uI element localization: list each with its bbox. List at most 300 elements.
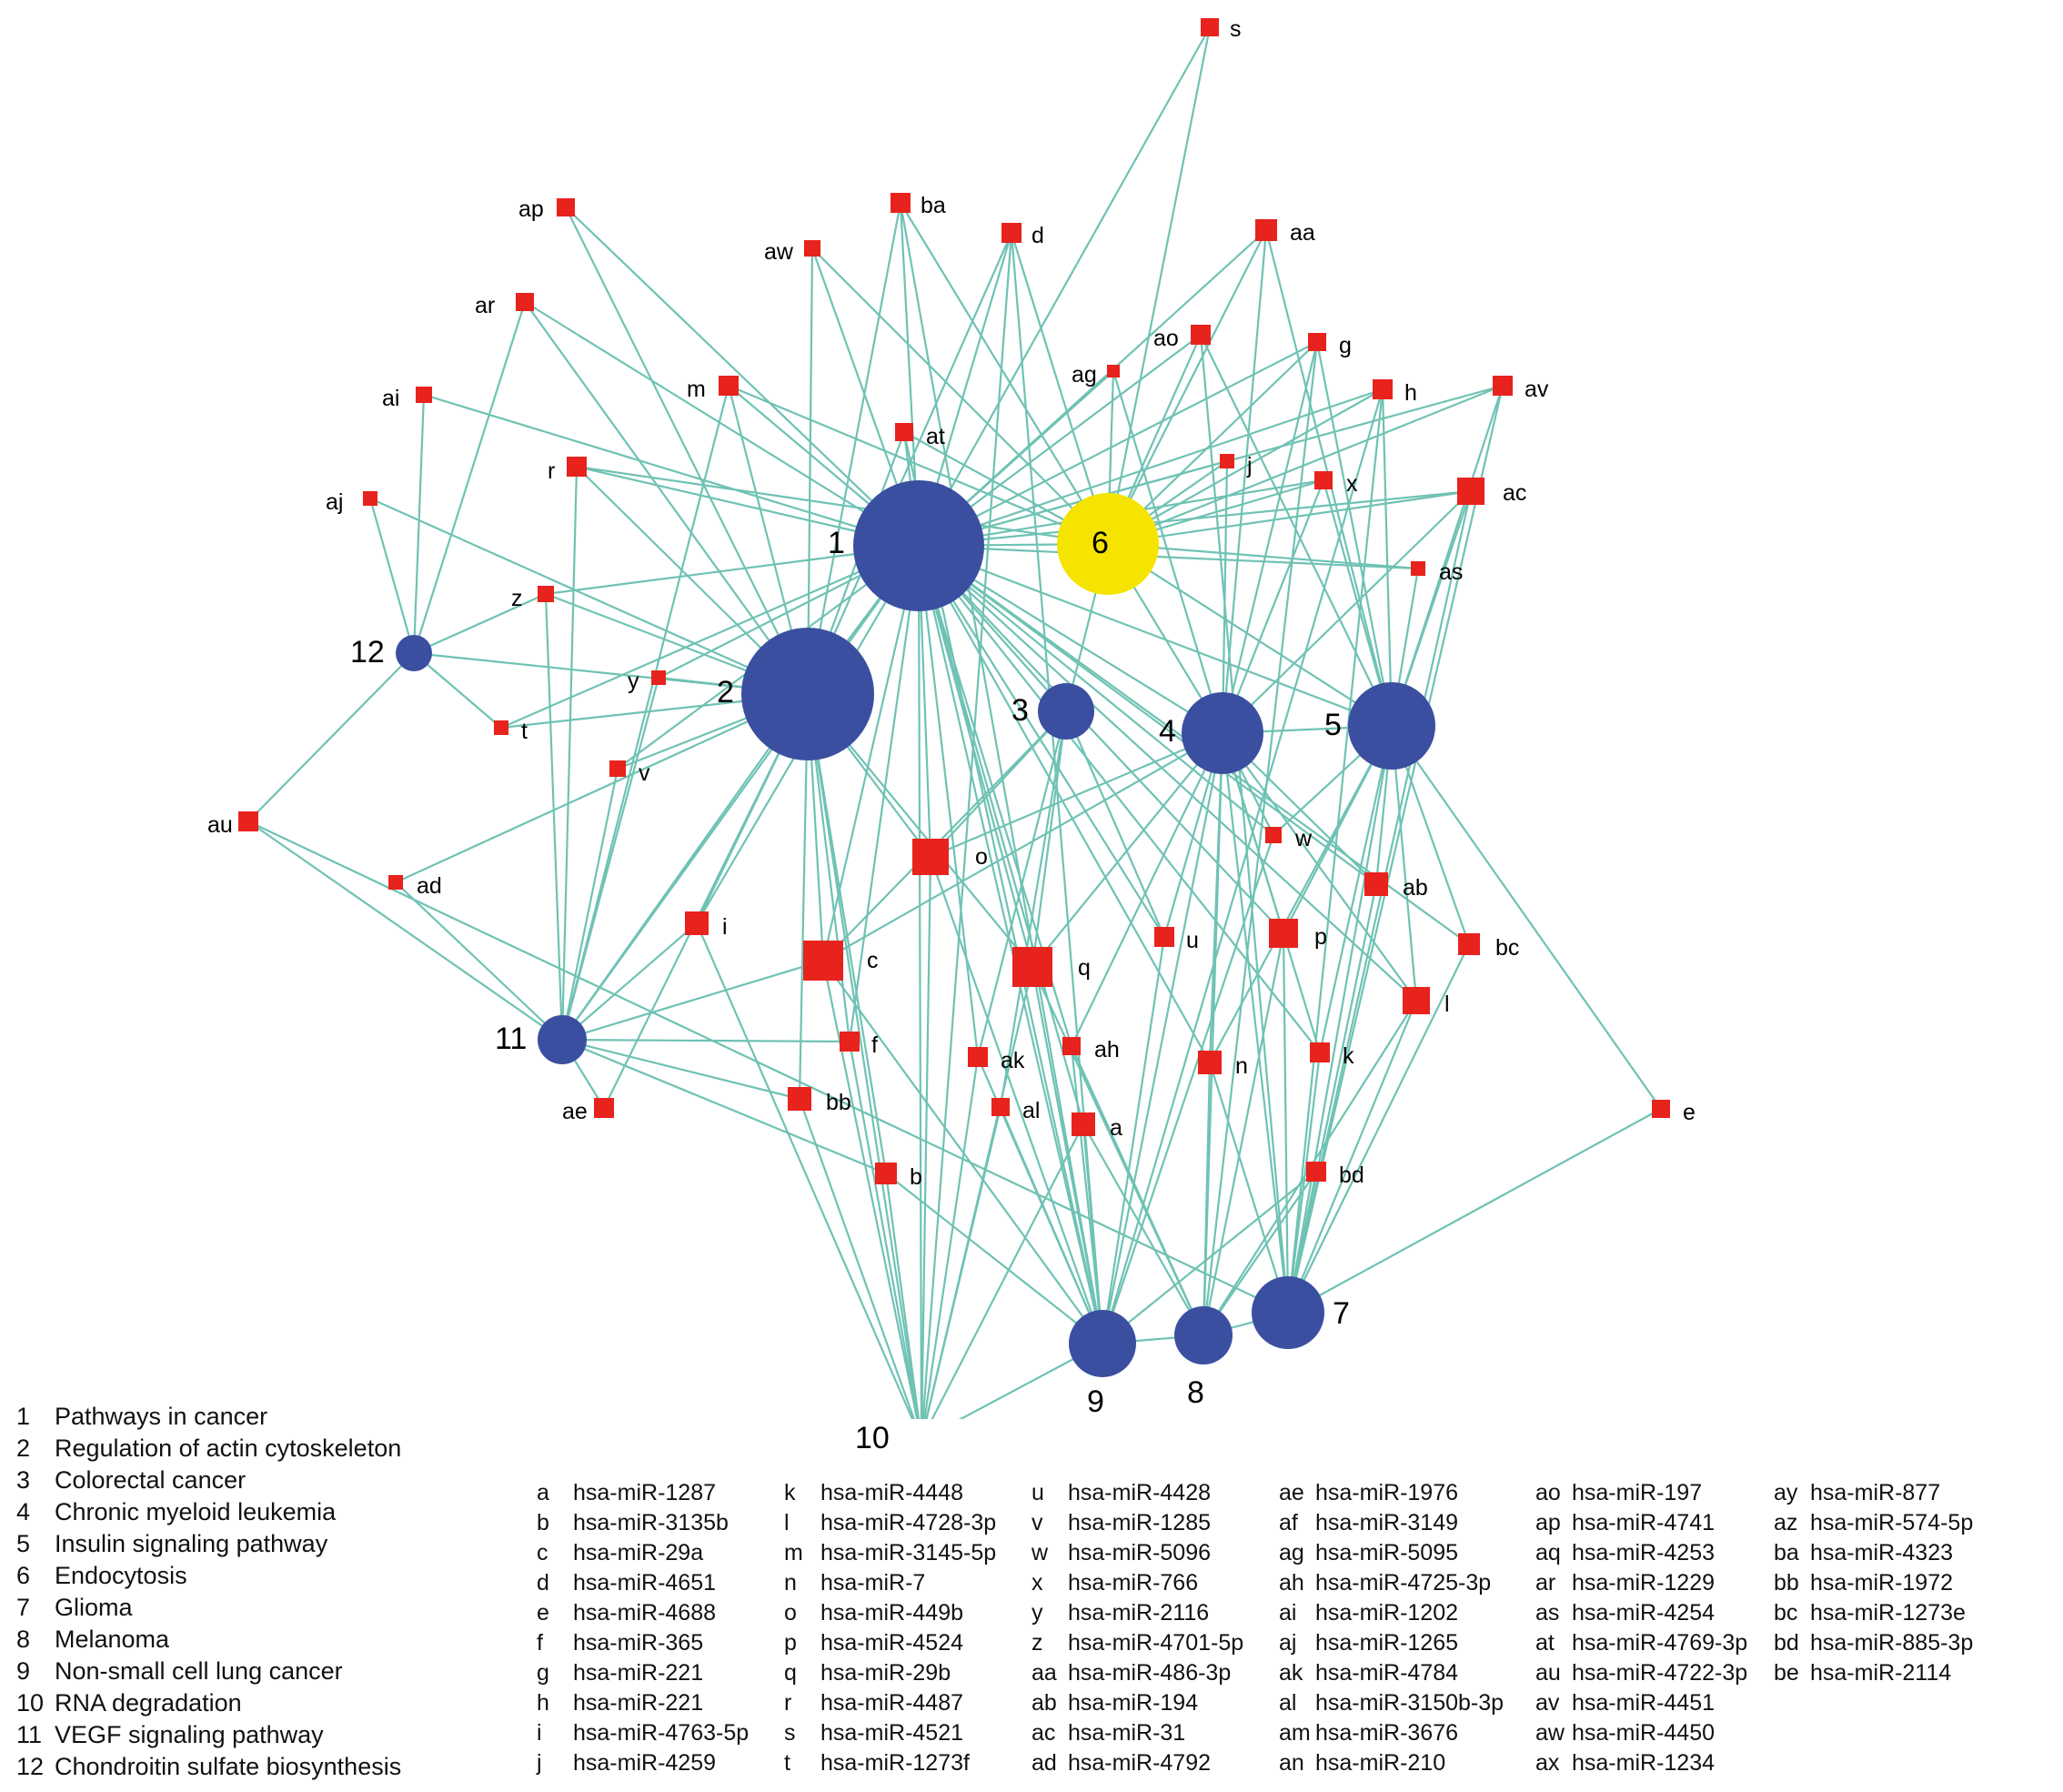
mirna-legend-name: hsa-miR-4688 bbox=[573, 1600, 717, 1626]
mirna-node[interactable] bbox=[494, 720, 508, 735]
mirna-legend-row bbox=[1279, 1508, 1535, 1538]
pathway-node-12[interactable] bbox=[396, 635, 432, 671]
mirna-legend-name: hsa-miR-5095 bbox=[1315, 1540, 1459, 1565]
mirna-node[interactable] bbox=[388, 875, 403, 890]
pathway-legend-name: Chondroitin sulfate biosynthesis bbox=[55, 1753, 402, 1780]
network-edge bbox=[562, 1040, 800, 1099]
mirna-legend-key: d bbox=[537, 1570, 549, 1596]
mirna-legend-name: hsa-miR-449b bbox=[820, 1600, 964, 1626]
mirna-node-label: d bbox=[1032, 223, 1044, 248]
mirna-legend-column bbox=[1535, 1478, 1774, 1778]
mirna-node[interactable] bbox=[1652, 1100, 1670, 1118]
mirna-node-label: k bbox=[1343, 1043, 1354, 1069]
mirna-legend-name: hsa-miR-4651 bbox=[573, 1570, 717, 1596]
mirna-legend-name: hsa-miR-1234 bbox=[1572, 1750, 1716, 1776]
mirna-node[interactable] bbox=[804, 240, 820, 257]
network-edge bbox=[414, 395, 424, 653]
mirna-legend-name: hsa-miR-1285 bbox=[1068, 1510, 1212, 1535]
mirna-legend-name: hsa-miR-1972 bbox=[1810, 1570, 1954, 1596]
mirna-node-label: bb bbox=[826, 1090, 851, 1115]
pathway-legend-row bbox=[16, 1592, 526, 1624]
network-edge bbox=[1223, 342, 1317, 733]
mirna-legend-name: hsa-miR-1273f bbox=[820, 1750, 970, 1776]
mirna-legend-row bbox=[1535, 1688, 1774, 1718]
network-edge bbox=[921, 967, 1032, 1419]
pathway-node-4[interactable] bbox=[1182, 692, 1263, 774]
network-edge bbox=[248, 821, 562, 1040]
mirna-legend-name: hsa-miR-4722-3p bbox=[1572, 1660, 1748, 1686]
mirna-node[interactable] bbox=[1001, 223, 1021, 243]
mirna-legend-row bbox=[1032, 1508, 1279, 1538]
pathway-legend-number: 4 bbox=[16, 1498, 31, 1525]
pathway-legend-row bbox=[16, 1656, 526, 1687]
mirna-legend-row bbox=[537, 1748, 784, 1778]
pathway-legend-name: Insulin signaling pathway bbox=[55, 1530, 328, 1557]
mirna-legend-name: hsa-miR-1273e bbox=[1810, 1600, 1966, 1626]
mirna-legend-row bbox=[537, 1598, 784, 1628]
mirna-node[interactable] bbox=[1255, 219, 1277, 241]
mirna-legend-row bbox=[537, 1538, 784, 1568]
pathway-legend-name: Endocytosis bbox=[55, 1562, 187, 1589]
mirna-legend-name: hsa-miR-1976 bbox=[1315, 1480, 1459, 1505]
mirna-node[interactable] bbox=[1107, 365, 1120, 378]
mirna-legend-row bbox=[537, 1688, 784, 1718]
mirna-legend-row bbox=[1774, 1598, 2028, 1628]
network-edge bbox=[1083, 1124, 1203, 1335]
mirna-legend-key: q bbox=[784, 1660, 797, 1686]
mirna-node-label: b bbox=[910, 1164, 922, 1190]
mirna-legend-key: aa bbox=[1032, 1660, 1057, 1686]
mirna-node[interactable] bbox=[538, 586, 554, 602]
mirna-node[interactable] bbox=[1012, 947, 1052, 987]
network-edge bbox=[370, 498, 414, 653]
mirna-legend-key: ba bbox=[1774, 1540, 1799, 1565]
mirna-legend-key: ag bbox=[1279, 1540, 1304, 1565]
mirna-legend-key: av bbox=[1535, 1690, 1560, 1716]
mirna-legend-key: ah bbox=[1279, 1570, 1304, 1596]
mirna-legend-name: hsa-miR-4741 bbox=[1572, 1510, 1716, 1535]
pathway-legend-row bbox=[16, 1433, 526, 1465]
mirna-legend-name: hsa-miR-4428 bbox=[1068, 1480, 1212, 1505]
mirna-legend-key: ak bbox=[1279, 1660, 1303, 1686]
pathway-legend-row bbox=[16, 1687, 526, 1719]
mirna-legend-name: hsa-miR-3676 bbox=[1315, 1720, 1459, 1746]
mirna-legend-row bbox=[537, 1658, 784, 1688]
mirna-node[interactable] bbox=[685, 911, 709, 935]
pathway-node-label: 12 bbox=[350, 635, 385, 669]
mirna-node[interactable] bbox=[840, 1032, 860, 1052]
mirna-legend-row bbox=[1032, 1478, 1279, 1508]
mirna-legend-name: hsa-miR-3145-5p bbox=[820, 1540, 997, 1565]
mirna-node[interactable] bbox=[1457, 478, 1484, 505]
mirna-node[interactable] bbox=[1072, 1112, 1095, 1136]
mirna-node[interactable] bbox=[1308, 333, 1326, 351]
mirna-node-label: ar bbox=[475, 293, 496, 318]
mirna-node[interactable] bbox=[968, 1047, 988, 1067]
mirna-legend-name: hsa-miR-4450 bbox=[1572, 1720, 1716, 1746]
mirna-node[interactable] bbox=[875, 1163, 897, 1184]
mirna-legend-row bbox=[1279, 1658, 1535, 1688]
mirna-node-label: i bbox=[722, 914, 728, 940]
network-edge bbox=[1383, 389, 1392, 726]
mirna-legend-name: hsa-miR-3149 bbox=[1315, 1510, 1459, 1535]
mirna-legend-row bbox=[1774, 1508, 2028, 1538]
mirna-node[interactable] bbox=[1458, 933, 1480, 955]
pathway-node-label: 1 bbox=[828, 526, 845, 560]
mirna-node[interactable] bbox=[1373, 379, 1393, 399]
mirna-legend-row bbox=[1535, 1628, 1774, 1658]
mirna-legend-key: f bbox=[537, 1630, 543, 1656]
pathway-node-11[interactable] bbox=[538, 1015, 587, 1064]
mirna-node-label: e bbox=[1683, 1100, 1696, 1125]
network-edge bbox=[919, 546, 1102, 1344]
mirna-node[interactable] bbox=[1269, 919, 1298, 948]
pathway-legend-number: 3 bbox=[16, 1466, 31, 1494]
network-edge bbox=[1288, 491, 1471, 1313]
network-edge bbox=[1283, 933, 1288, 1313]
mirna-node-label: n bbox=[1235, 1053, 1248, 1079]
mirna-node-label: h bbox=[1404, 380, 1417, 406]
mirna-legend-key: ac bbox=[1032, 1720, 1056, 1746]
mirna-node[interactable] bbox=[1062, 1037, 1081, 1055]
network-edge bbox=[1108, 491, 1471, 544]
network-edge bbox=[396, 882, 562, 1040]
pathway-node-3[interactable] bbox=[1038, 683, 1094, 740]
mirna-node[interactable] bbox=[516, 293, 534, 311]
mirna-node[interactable] bbox=[1191, 325, 1211, 345]
mirna-node[interactable] bbox=[1306, 1162, 1326, 1182]
mirna-node-label: ap bbox=[518, 196, 544, 222]
mirna-legend-name: hsa-miR-5096 bbox=[1068, 1540, 1212, 1565]
mirna-legend-name: hsa-miR-2114 bbox=[1810, 1660, 1952, 1686]
mirna-legend-key: ax bbox=[1535, 1750, 1560, 1776]
mirna-legend-key: i bbox=[537, 1720, 542, 1746]
mirna-node-label: ao bbox=[1153, 326, 1179, 351]
mirna-node-label: ba bbox=[921, 193, 946, 218]
mirna-legend-name: hsa-miR-31 bbox=[1068, 1720, 1186, 1746]
mirna-node[interactable] bbox=[891, 193, 911, 213]
mirna-node[interactable] bbox=[1220, 454, 1234, 468]
pathway-legend-row bbox=[16, 1624, 526, 1656]
mirna-node-label: bc bbox=[1495, 935, 1520, 961]
mirna-legend-row bbox=[537, 1628, 784, 1658]
mirna-legend-key: p bbox=[784, 1630, 797, 1656]
mirna-node[interactable] bbox=[1198, 1051, 1222, 1074]
mirna-node[interactable] bbox=[567, 457, 587, 477]
mirna-legend-row bbox=[784, 1628, 1032, 1658]
mirna-legend-name: hsa-miR-365 bbox=[573, 1630, 704, 1656]
mirna-legend-row bbox=[1032, 1538, 1279, 1568]
pathway-legend-number: 2 bbox=[16, 1435, 31, 1462]
mirna-legend-key: am bbox=[1279, 1720, 1311, 1746]
pathway-legend-name: Glioma bbox=[55, 1594, 133, 1621]
mirna-legend-name: hsa-miR-4448 bbox=[820, 1480, 964, 1505]
mirna-node[interactable] bbox=[1310, 1042, 1330, 1062]
pathway-legend-row bbox=[16, 1751, 526, 1783]
mirna-node-label: ab bbox=[1403, 875, 1428, 901]
mirna-legend-name: hsa-miR-877 bbox=[1810, 1480, 1941, 1505]
mirna-legend-row bbox=[784, 1718, 1032, 1748]
mirna-legend-row bbox=[1032, 1718, 1279, 1748]
mirna-legend-name: hsa-miR-574-5p bbox=[1810, 1510, 1974, 1535]
network-edge bbox=[1288, 1109, 1661, 1313]
mirna-legend-key: bc bbox=[1774, 1600, 1798, 1626]
mirna-legend-row bbox=[1774, 1478, 2028, 1508]
mirna-node-label: z bbox=[511, 586, 523, 611]
mirna-legend-name: hsa-miR-4725-3p bbox=[1315, 1570, 1492, 1596]
network-edge bbox=[919, 546, 1210, 1062]
mirna-legend-row bbox=[1279, 1478, 1535, 1508]
mirna-legend-row bbox=[1535, 1658, 1774, 1688]
mirna-node[interactable] bbox=[238, 811, 258, 831]
mirna-legend-row bbox=[784, 1508, 1032, 1538]
mirna-legend-row bbox=[537, 1718, 784, 1748]
mirna-legend-name: hsa-miR-1265 bbox=[1315, 1630, 1459, 1656]
network-edge bbox=[921, 1107, 1001, 1419]
pathway-legend-number: 10 bbox=[16, 1689, 45, 1716]
pathway-legend-number: 9 bbox=[16, 1657, 31, 1685]
mirna-node[interactable] bbox=[594, 1098, 614, 1118]
mirna-legend-column bbox=[1279, 1478, 1535, 1778]
mirna-node-label: ak bbox=[1001, 1048, 1025, 1073]
network-edge bbox=[562, 1040, 850, 1042]
pathway-node-label: 11 bbox=[495, 1022, 528, 1056]
pathway-legend-number: 8 bbox=[16, 1626, 31, 1653]
mirna-legend-key: aw bbox=[1535, 1720, 1565, 1746]
mirna-legend-name: hsa-miR-4763-5p bbox=[573, 1720, 750, 1746]
pathway-legend-name: Melanoma bbox=[55, 1626, 170, 1653]
network-edge bbox=[1288, 944, 1469, 1313]
mirna-legend-key: k bbox=[784, 1480, 796, 1505]
mirna-legend-row bbox=[1774, 1658, 2028, 1688]
mirna-node[interactable] bbox=[1493, 376, 1513, 396]
mirna-legend-key: ad bbox=[1032, 1750, 1057, 1776]
mirna-node[interactable] bbox=[416, 387, 432, 403]
mirna-node[interactable] bbox=[912, 839, 949, 875]
mirna-legend-key: y bbox=[1032, 1600, 1043, 1626]
mirna-legend-key: x bbox=[1032, 1570, 1043, 1596]
pathway-node-8[interactable] bbox=[1174, 1306, 1233, 1364]
mirna-node[interactable] bbox=[651, 670, 666, 685]
mirna-legend-name: hsa-miR-766 bbox=[1068, 1570, 1199, 1596]
mirna-node-label: a bbox=[1110, 1115, 1122, 1141]
mirna-node[interactable] bbox=[788, 1087, 811, 1111]
mirna-legend-key: aq bbox=[1535, 1540, 1561, 1565]
mirna-legend-name: hsa-miR-4254 bbox=[1572, 1600, 1716, 1626]
network-edge bbox=[546, 594, 562, 1040]
mirna-node[interactable] bbox=[719, 376, 739, 396]
mirna-legend-name: hsa-miR-4784 bbox=[1315, 1660, 1459, 1686]
pathway-node-label: 4 bbox=[1159, 714, 1176, 749]
mirna-legend-key: t bbox=[784, 1750, 790, 1776]
pathway-node-2[interactable] bbox=[741, 628, 874, 760]
mirna-legend-key: h bbox=[537, 1690, 549, 1716]
mirna-legend-name: hsa-miR-4792 bbox=[1068, 1750, 1212, 1776]
mirna-legend-row bbox=[1535, 1598, 1774, 1628]
pathway-legend-name: Regulation of actin cytoskeleton bbox=[55, 1435, 402, 1462]
mirna-legend-row bbox=[1032, 1598, 1279, 1628]
pathway-node-label: 7 bbox=[1333, 1296, 1350, 1331]
pathway-node-7[interactable] bbox=[1252, 1276, 1324, 1349]
mirna-legend-name: hsa-miR-4701-5p bbox=[1068, 1630, 1244, 1656]
mirna-node[interactable] bbox=[991, 1098, 1010, 1116]
mirna-legend-name: hsa-miR-7 bbox=[820, 1570, 926, 1596]
mirna-legend-key: ap bbox=[1535, 1510, 1561, 1535]
mirna-legend-key: bb bbox=[1774, 1570, 1799, 1596]
mirna-legend-key: z bbox=[1032, 1630, 1043, 1656]
mirna-node-label: y bbox=[628, 669, 639, 694]
pathway-node-9[interactable] bbox=[1069, 1310, 1136, 1377]
mirna-legend-name: hsa-miR-3150b-3p bbox=[1315, 1690, 1504, 1716]
mirna-legend-key: u bbox=[1032, 1480, 1044, 1505]
network-edge bbox=[414, 594, 546, 653]
network-edge bbox=[396, 694, 808, 882]
pathway-legend-row bbox=[16, 1465, 526, 1496]
mirna-legend-key: ao bbox=[1535, 1480, 1561, 1505]
mirna-legend-row bbox=[1535, 1718, 1774, 1748]
mirna-legend-column bbox=[537, 1478, 784, 1778]
mirna-legend-key: af bbox=[1279, 1510, 1298, 1535]
mirna-node[interactable] bbox=[1403, 987, 1430, 1014]
mirna-node[interactable] bbox=[1411, 561, 1425, 576]
network-edge bbox=[850, 546, 919, 1042]
mirna-legend bbox=[537, 1478, 2047, 1778]
mirna-legend-row bbox=[1774, 1628, 2028, 1658]
mirna-legend-name: hsa-miR-4521 bbox=[820, 1720, 964, 1746]
mirna-node[interactable] bbox=[803, 941, 843, 981]
mirna-legend-row bbox=[784, 1598, 1032, 1628]
mirna-legend-key: w bbox=[1032, 1540, 1049, 1565]
network-edge bbox=[370, 498, 808, 694]
mirna-legend-row bbox=[1535, 1508, 1774, 1538]
mirna-node-label: v bbox=[639, 760, 650, 786]
pathway-legend-number: 1 bbox=[16, 1403, 31, 1430]
mirna-legend-name: hsa-miR-29a bbox=[573, 1540, 704, 1565]
mirna-legend-column bbox=[784, 1478, 1032, 1778]
mirna-legend-row bbox=[784, 1568, 1032, 1598]
pathway-legend-row bbox=[16, 1496, 526, 1528]
pathway-node-label: 5 bbox=[1324, 708, 1342, 742]
mirna-legend-key: at bbox=[1535, 1630, 1555, 1656]
mirna-node-label: x bbox=[1346, 471, 1358, 497]
mirna-legend-key: s bbox=[784, 1720, 796, 1746]
mirna-legend-key: j bbox=[537, 1750, 542, 1776]
mirna-legend-name: hsa-miR-4487 bbox=[820, 1690, 964, 1716]
mirna-node-label: s bbox=[1230, 16, 1242, 42]
mirna-legend-row bbox=[537, 1478, 784, 1508]
mirna-node-label: ah bbox=[1094, 1037, 1120, 1062]
network-edge bbox=[823, 711, 1066, 961]
pathway-legend-row bbox=[16, 1719, 526, 1751]
mirna-legend-row bbox=[1535, 1568, 1774, 1598]
mirna-legend-row bbox=[1535, 1478, 1774, 1508]
mirna-legend-name: hsa-miR-486-3p bbox=[1068, 1660, 1232, 1686]
mirna-node[interactable] bbox=[1364, 872, 1388, 896]
mirna-node[interactable] bbox=[1154, 927, 1174, 947]
mirna-node-label: al bbox=[1022, 1098, 1041, 1123]
node-layer bbox=[238, 18, 1670, 1419]
mirna-legend-key: ab bbox=[1032, 1690, 1057, 1716]
mirna-legend-key: c bbox=[537, 1540, 548, 1565]
mirna-legend-row bbox=[1279, 1568, 1535, 1598]
pathway-node-1[interactable] bbox=[853, 480, 984, 611]
mirna-legend-name: hsa-miR-885-3p bbox=[1810, 1630, 1974, 1656]
mirna-legend-name: hsa-miR-1229 bbox=[1572, 1570, 1716, 1596]
mirna-node[interactable] bbox=[1201, 18, 1219, 36]
pathway-legend-row bbox=[16, 1528, 526, 1560]
mirna-legend-key: al bbox=[1279, 1690, 1297, 1716]
network-edge bbox=[823, 733, 1223, 961]
mirna-legend-row bbox=[537, 1508, 784, 1538]
mirna-legend-name: hsa-miR-221 bbox=[573, 1690, 704, 1716]
mirna-node[interactable] bbox=[609, 760, 626, 777]
mirna-legend-key: a bbox=[537, 1480, 549, 1505]
mirna-node[interactable] bbox=[363, 491, 377, 506]
mirna-node-label: as bbox=[1439, 559, 1464, 585]
mirna-legend-row bbox=[1279, 1718, 1535, 1748]
mirna-node[interactable] bbox=[1314, 471, 1333, 489]
mirna-legend-row bbox=[784, 1688, 1032, 1718]
mirna-legend-row bbox=[1535, 1748, 1774, 1778]
mirna-legend-name: hsa-miR-29b bbox=[820, 1660, 951, 1686]
network-edge bbox=[248, 653, 414, 821]
mirna-legend-name: hsa-miR-221 bbox=[573, 1660, 704, 1686]
mirna-legend-name: hsa-miR-210 bbox=[1315, 1750, 1446, 1776]
mirna-node[interactable] bbox=[1265, 827, 1282, 843]
mirna-node-label: ag bbox=[1072, 362, 1097, 388]
mirna-legend-row bbox=[1279, 1628, 1535, 1658]
pathway-legend-name: Non-small cell lung cancer bbox=[55, 1657, 343, 1685]
mirna-legend-row bbox=[537, 1568, 784, 1598]
mirna-node-label: u bbox=[1186, 928, 1199, 953]
mirna-legend-row bbox=[1774, 1538, 2028, 1568]
mirna-node-label: aj bbox=[326, 489, 344, 515]
mirna-legend-row bbox=[1279, 1598, 1535, 1628]
mirna-node[interactable] bbox=[557, 198, 575, 216]
mirna-legend-key: ar bbox=[1535, 1570, 1556, 1596]
mirna-node-label: ac bbox=[1503, 480, 1527, 506]
pathway-node-label: 2 bbox=[717, 675, 734, 710]
mirna-legend-column bbox=[1032, 1478, 1279, 1778]
pathway-node-label: 9 bbox=[1087, 1384, 1104, 1419]
mirna-legend-name: hsa-miR-4253 bbox=[1572, 1540, 1716, 1565]
mirna-legend-name: hsa-miR-4259 bbox=[573, 1750, 717, 1776]
mirna-legend-name: hsa-miR-1202 bbox=[1315, 1600, 1459, 1626]
mirna-legend-row bbox=[1535, 1538, 1774, 1568]
mirna-legend-row bbox=[1032, 1568, 1279, 1598]
pathway-legend bbox=[16, 1401, 526, 1783]
mirna-node-label: r bbox=[548, 458, 556, 484]
mirna-legend-row bbox=[1032, 1748, 1279, 1778]
pathway-legend-name: Chronic myeloid leukemia bbox=[55, 1498, 337, 1525]
pathway-node-label: 8 bbox=[1187, 1375, 1204, 1410]
mirna-legend-key: l bbox=[784, 1510, 790, 1535]
pathway-node-label: 10 bbox=[855, 1421, 890, 1455]
mirna-legend-key: ay bbox=[1774, 1480, 1798, 1505]
mirna-legend-row bbox=[1032, 1658, 1279, 1688]
mirna-legend-key: be bbox=[1774, 1660, 1799, 1686]
network-edge bbox=[566, 207, 919, 546]
mirna-legend-name: hsa-miR-4451 bbox=[1572, 1690, 1716, 1716]
mirna-legend-name: hsa-miR-4524 bbox=[820, 1630, 964, 1656]
mirna-node[interactable] bbox=[895, 423, 913, 441]
network-edge bbox=[248, 821, 1288, 1313]
mirna-node-label: av bbox=[1525, 377, 1549, 402]
pathway-legend-number: 7 bbox=[16, 1594, 31, 1621]
mirna-legend-key: b bbox=[537, 1510, 549, 1535]
pathway-node-5[interactable] bbox=[1348, 682, 1435, 770]
mirna-legend-key: n bbox=[784, 1570, 797, 1596]
